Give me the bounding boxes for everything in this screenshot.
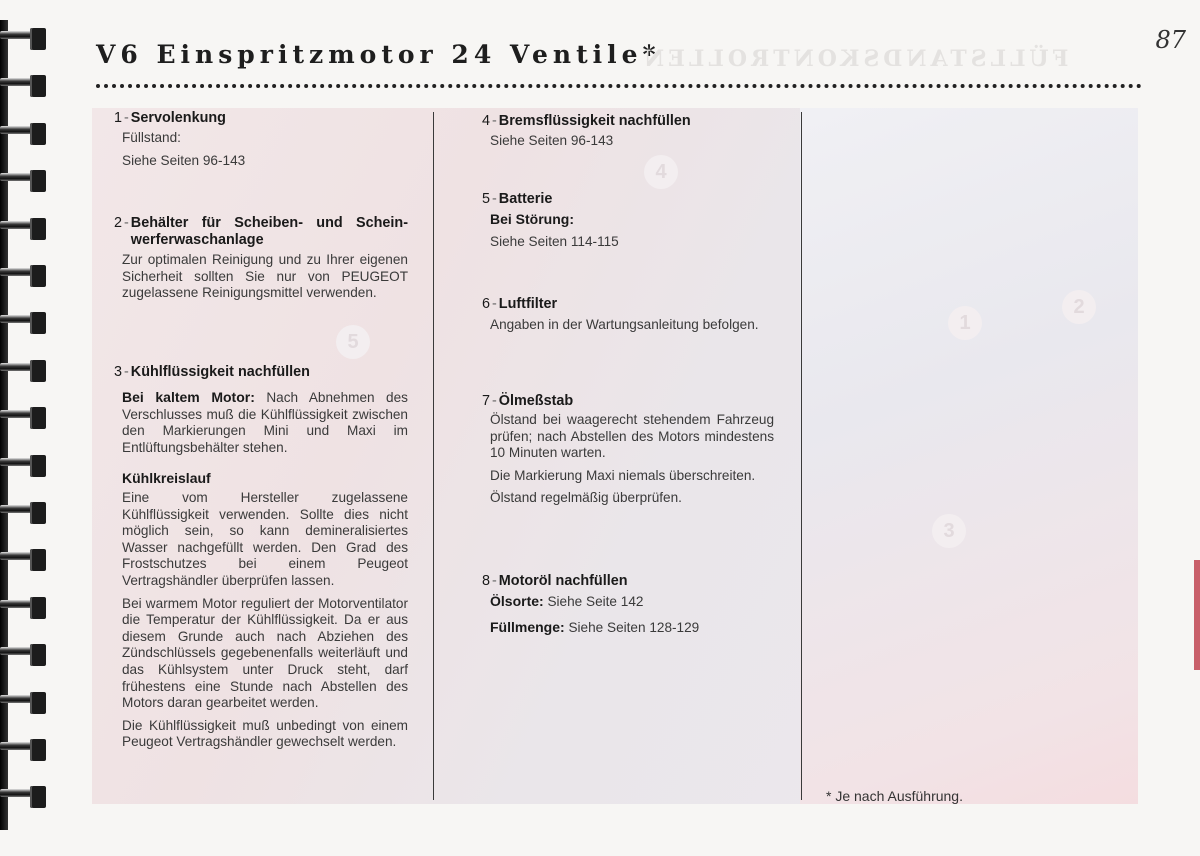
photo-label-3: 3 xyxy=(932,514,966,548)
cold-engine-label: Bei kaltem Motor: xyxy=(122,389,255,405)
item-text: Nach Abnehmen des Verschlusses muß die Kühlflüssigkeit zwischen den Markierungen Mini und Maxi im Entlüftungsbehälter stehen. xyxy=(122,390,408,455)
binding-ring xyxy=(0,549,46,571)
spiral-binding xyxy=(0,20,48,830)
item-bremsfluessigkeit: 4 - Bremsflüssigkeit nachfüllen Siehe Seiten 96-143 xyxy=(468,113,774,150)
item-text: Siehe Seite 142 xyxy=(547,594,644,609)
engine-photo xyxy=(800,108,1138,804)
item-luftfilter: 6 - Luftfilter Angaben in der Wartungsanleitung befolgen. xyxy=(468,296,774,334)
column-divider xyxy=(801,112,802,800)
oil-quantity-label: Füllmenge: xyxy=(490,618,565,635)
item-title: Behälter für Scheiben- und Scheinwerferwaschanlage xyxy=(130,215,408,248)
binding-ring xyxy=(0,75,46,97)
binding-ring xyxy=(0,265,46,287)
item-title: Motoröl nachfüllen xyxy=(498,573,628,589)
item-text: Siehe Seiten 114-115 xyxy=(490,233,619,249)
binding-ring xyxy=(0,407,46,429)
item-waschanlage: 2 - Behälter für Scheiben- und Scheinwerferwaschanlage Zur optimalen Reinigung und zu Ihrer eigenen Sicherheit sollten Sie nur von PEUGEOT zugelassene Reinigungsmittel verwenden. xyxy=(100,215,408,302)
item-number: 7 xyxy=(481,393,490,409)
photo-label-2: 2 xyxy=(1062,290,1096,324)
item-oelmessstab: 7 - Ölmeßstab Ölstand bei waagerecht stehendem Fahrzeug prüfen; nach Abstellen des Motors mindestens 10 Minuten warten. Die Markierung Maxi niemals überschreiten. Ölstand regelmäßig überprüfen. xyxy=(468,393,774,507)
item-title: Servolenkung xyxy=(130,110,226,126)
page-number: 87 xyxy=(1155,26,1186,54)
photo-label-4: 4 xyxy=(644,155,678,189)
item-text: Siehe Seiten 96-143 xyxy=(122,152,246,168)
item-servolenkung: 1 - Servolenkung Füllstand: Siehe Seiten 96-143 xyxy=(100,110,408,169)
item-text: Ölstand regelmäßig überprüfen. xyxy=(490,490,682,506)
binding-ring xyxy=(0,360,46,382)
item-text: Eine vom Hersteller zugelassene Kühlflüssigkeit verwenden. Sollte dies nicht möglich sein, so kann demineralisiertes Wasser nachgefüllt werden. Den Grad des Frostschutzes bei einem Peugeot Vertragshändler überprüfen lassen. xyxy=(122,489,408,588)
item-number: 1 xyxy=(113,110,122,126)
item-number: 5 xyxy=(481,191,490,207)
item-motoroel: 8 - Motoröl nachfüllen Ölsorte: Siehe Seite 142 Füllmenge: Siehe Seiten 128-129 xyxy=(468,573,774,636)
binding-ring xyxy=(0,644,46,666)
footnote: * Je nach Ausführung. xyxy=(826,788,963,804)
binding-ring xyxy=(0,502,46,524)
item-text: Füllstand: xyxy=(122,130,181,145)
photo-label-5: 5 xyxy=(336,325,370,359)
page-edge-accent xyxy=(1194,560,1200,670)
item-number: 4 xyxy=(481,113,490,129)
binding-ring xyxy=(0,597,46,619)
oil-type-label: Ölsorte: xyxy=(490,593,544,609)
item-kuehlfluessigkeit: 3 - Kühlflüssigkeit nachfüllen Bei kaltem Motor: Nach Abnehmen des Verschlusses muß die Kühlflüssigkeit zwischen den Markierungen Mini und Maxi im Entlüftungsbehälter stehen. Kühlkreislauf Eine vom Hersteller zugelassene Kühlflüssigkeit verwenden. Sollte dies nicht möglich sein, so kann demineralisiertes Wasser nachgefüllt werden. Den Grad des Frostschutzes bei einem Peugeot Vertragshändler überprüfen lassen. Bei warmem Motor reguliert der Motorventilator die Temperatur der Kühlflüssigkeit. Da er aus diesem Grunde auch nach Abziehen des Zündschlüssels gegebenenfalls weiterläuft und das Kühlsystem unter Druck steht, darf frühestens eine Stunde nach Abstellen des Motors daran gearbeitet werden. Die Kühlflüssigkeit muß unbedingt von einem Peugeot Vertragshändler gewechselt werden. xyxy=(100,364,408,751)
item-number: 2 xyxy=(113,215,122,231)
page-title: V6 Einspritzmotor 24 Ventile* xyxy=(96,40,661,69)
column-divider xyxy=(433,112,434,800)
subheading: Bei Störung: xyxy=(490,211,574,227)
item-title: Luftfilter xyxy=(498,296,558,312)
item-number: 6 xyxy=(481,296,490,312)
binding-ring xyxy=(0,786,46,808)
item-text: Die Markierung Maxi niemals überschreiten. xyxy=(490,467,756,483)
item-title: Batterie xyxy=(498,191,553,207)
binding-ring xyxy=(0,218,46,240)
item-text: Angaben in der Wartungsanleitung befolgen. xyxy=(490,317,759,332)
binding-ring xyxy=(0,692,46,714)
item-text: Die Kühlflüssigkeit muß unbedingt von einem Peugeot Vertragshändler gewechselt werden. xyxy=(122,717,408,750)
item-number: 8 xyxy=(481,573,490,589)
item-text: Ölstand bei waagerecht stehendem Fahrzeug prüfen; nach Abstellen des Motors mindestens 10 Minuten warten. xyxy=(490,412,774,461)
binding-ring xyxy=(0,28,46,50)
item-title: Bremsflüssigkeit nachfüllen xyxy=(498,113,691,129)
item-text: Bei warmem Motor reguliert der Motorventilator die Temperatur der Kühlflüssigkeit. Da er aus diesem Grunde auch nach Abziehen des Zündschlüssels gegebenenfalls weiterläuft und das Kühlsystem unter Druck steht, darf frühestens eine Stunde nach Abstellen des Motors daran gearbeitet werden. xyxy=(122,595,408,711)
photo-label-1: 1 xyxy=(948,306,982,340)
binding-ring xyxy=(0,455,46,477)
item-text: Siehe Seiten 128-129 xyxy=(568,619,700,635)
item-text: Zur optimalen Reinigung und zu Ihrer eigenen Sicherheit sollten Sie nur von PEUGEOT zugelassene Reinigungsmittel verwenden. xyxy=(122,252,408,301)
item-batterie: 5 - Batterie Bei Störung: Siehe Seiten 114-115 xyxy=(468,191,774,250)
binding-ring xyxy=(0,739,46,761)
title-rule xyxy=(96,84,1142,88)
item-title: Ölmeßstab xyxy=(498,393,574,409)
subheading: Kühlkreislauf xyxy=(122,470,211,487)
binding-ring xyxy=(0,312,46,334)
item-number: 3 xyxy=(113,364,122,380)
bleed-through-text: FÜLLSTANDSKONTROLLEN xyxy=(640,46,1069,72)
binding-ring xyxy=(0,170,46,192)
item-text: Siehe Seiten 96-143 xyxy=(490,133,614,148)
item-title: Kühlflüssigkeit nachfüllen xyxy=(130,364,310,380)
binding-ring xyxy=(0,123,46,145)
